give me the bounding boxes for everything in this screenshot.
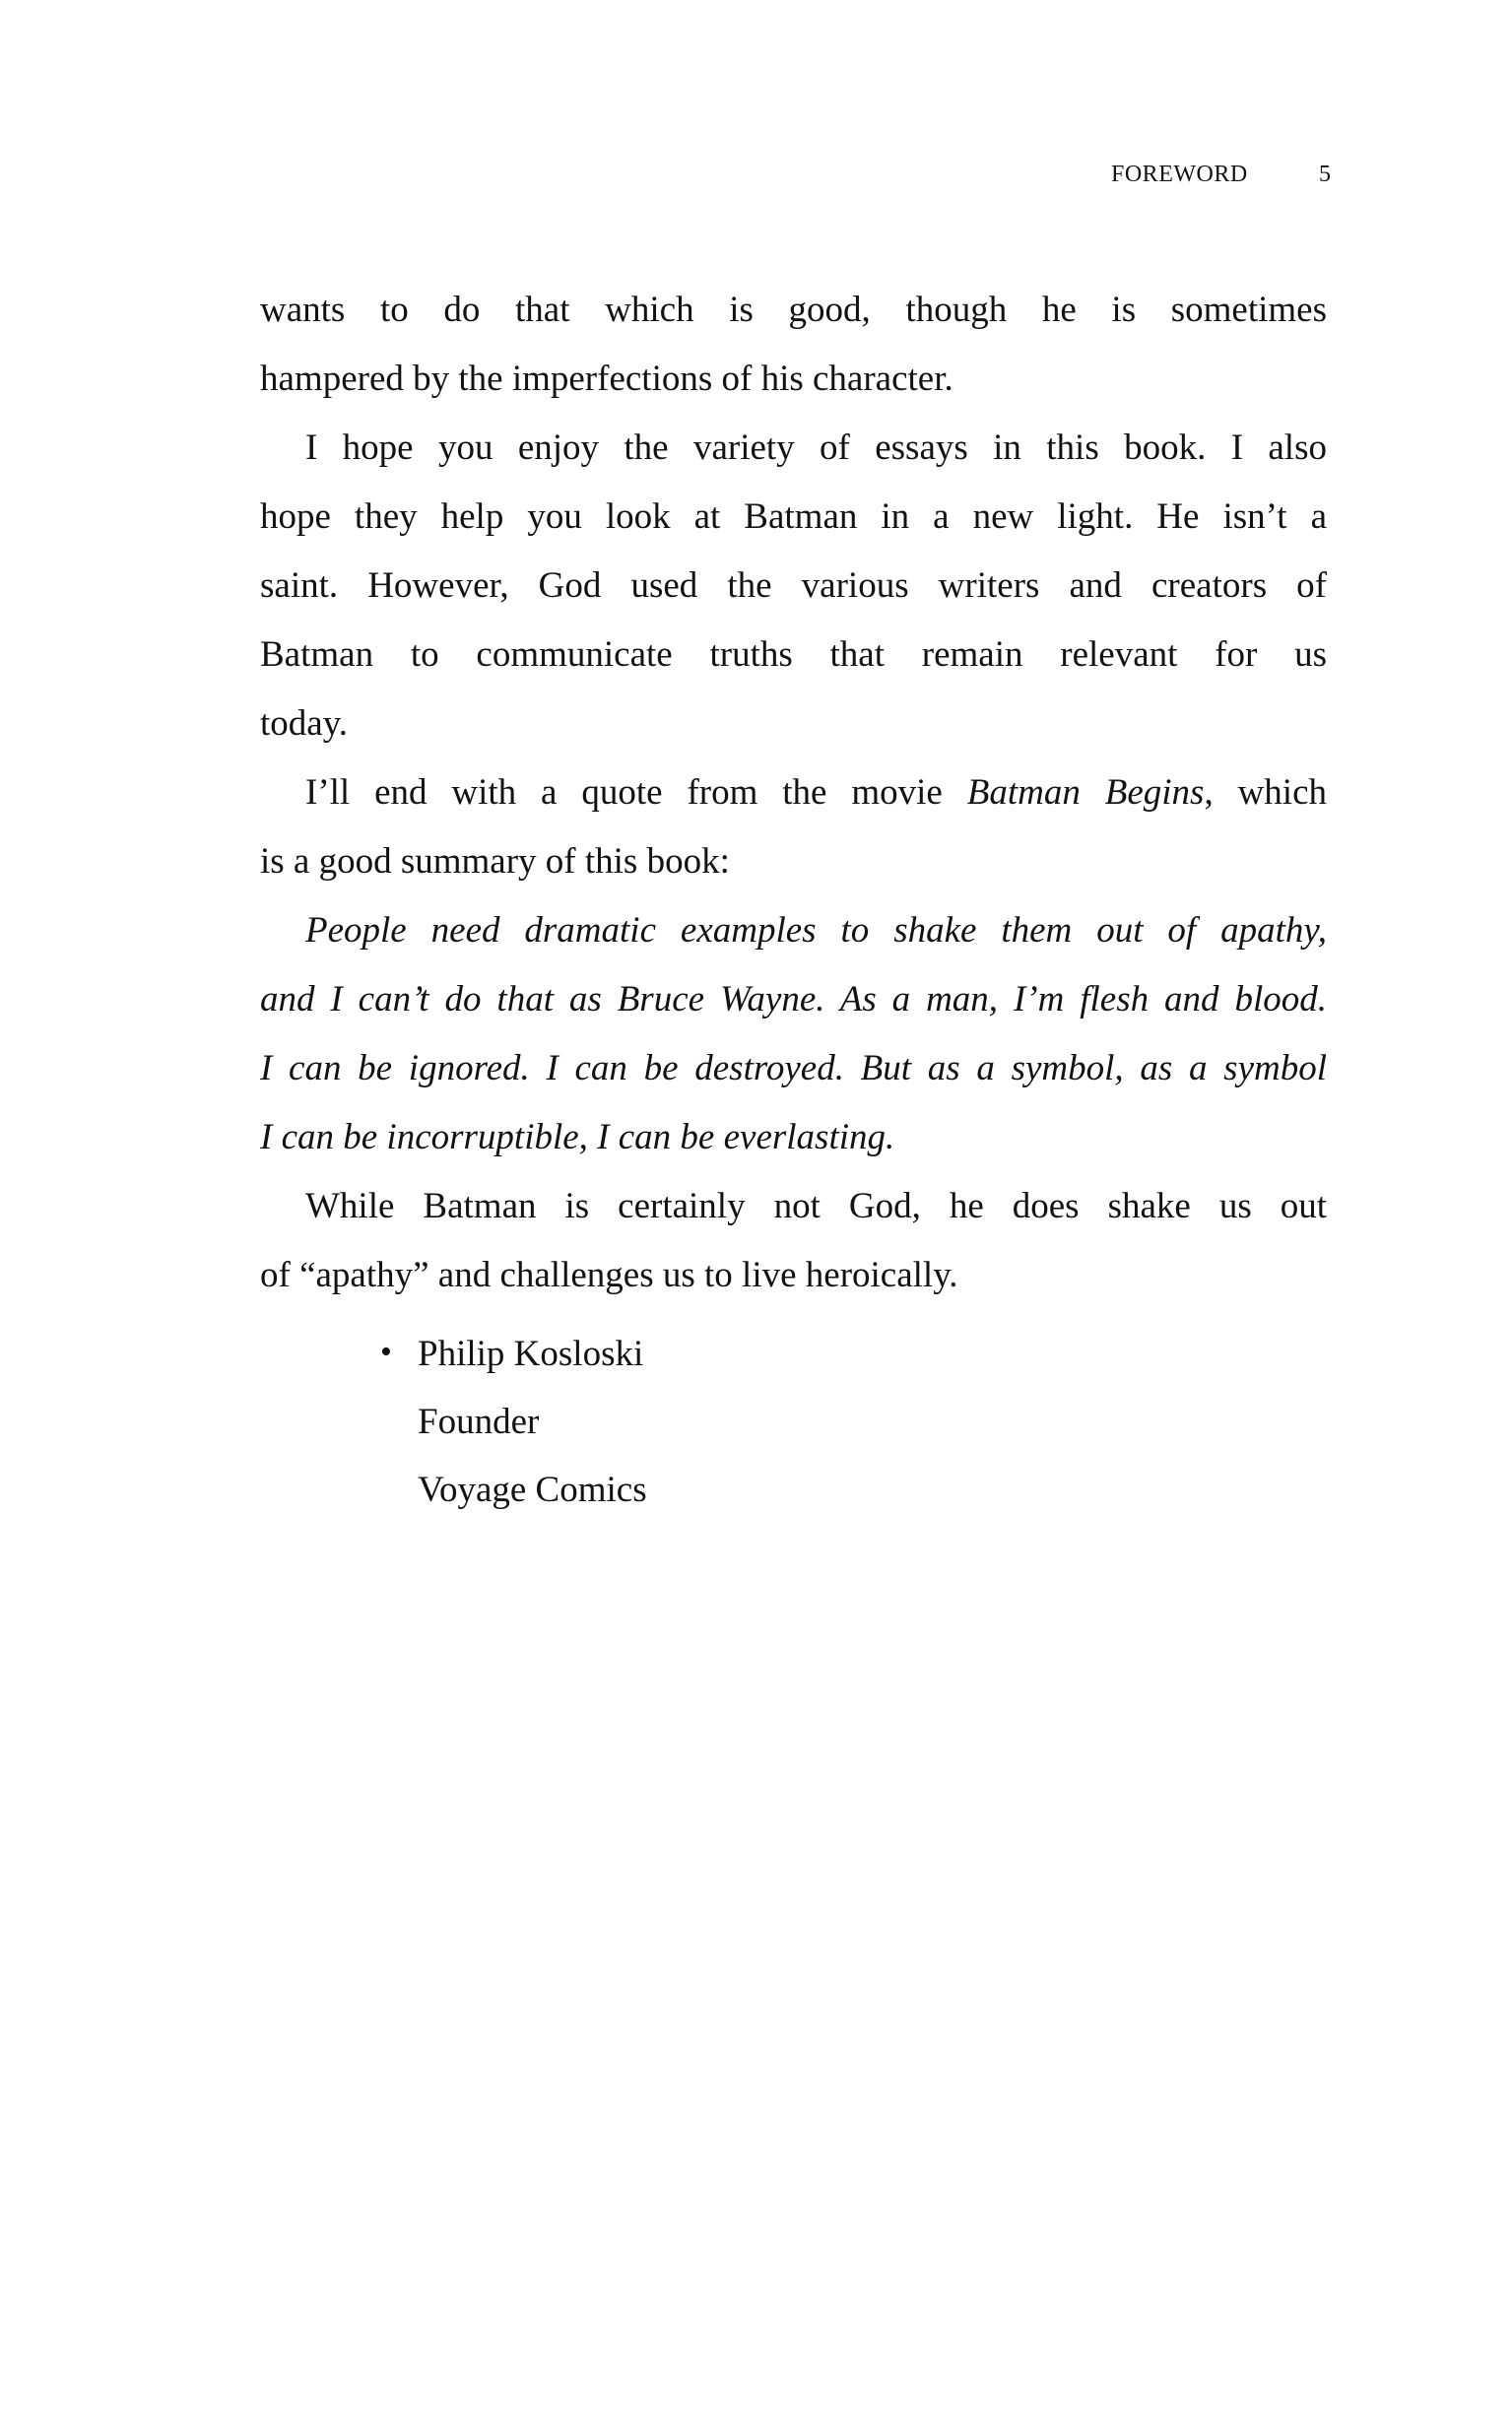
body-line-5: saint. However, God used the various writers and creators of	[260, 565, 1327, 606]
body-line-15: of “apathy” and challenges us to live heroically.	[260, 1255, 958, 1295]
movie-title: Batman Begins	[966, 772, 1205, 813]
signature-org-row	[418, 1456, 647, 1524]
body-line-8-post: , which	[1204, 772, 1327, 813]
body-line-14: While Batman is certainly not God, he does shake us out	[305, 1186, 1327, 1226]
bullet-icon: •	[380, 1334, 392, 1370]
body-line-4: hope they help you look at Batman in a new light. He isn’t a	[260, 496, 1327, 537]
body-line-9: is a good summary of this book:	[260, 841, 730, 882]
quote-line-2: and I can’t do that as Bruce Wayne. As a man, I’m flesh and blood.	[260, 979, 1327, 1019]
body-line-1: wants to do that which is good, though he is sometimes	[260, 290, 1327, 330]
signature-name-row	[380, 1320, 647, 1388]
body-text	[260, 276, 1327, 1310]
author-name: Philip Kosloski	[418, 1334, 644, 1374]
body-line-3: I hope you enjoy the variety of essays in this book. I also	[305, 427, 1327, 468]
signature-role-row	[418, 1388, 647, 1456]
author-role: Founder	[418, 1402, 540, 1442]
body-line-8	[260, 758, 1327, 827]
body-line-7: today.	[260, 703, 349, 744]
body-line-8-pre: I’ll end with a quote from the movie	[305, 772, 967, 813]
quote-line-1: People need dramatic examples to shake them out of apathy,	[305, 910, 1327, 951]
quote-line-3: I can be ignored. I can be destroyed. But as a symbol, as a symbol	[260, 1048, 1327, 1088]
section-label: FOREWORD	[1111, 162, 1248, 187]
body-line-6: Batman to communicate truths that remain relevant for us	[260, 634, 1327, 675]
quote-line-4: I can be incorruptible, I can be everlasting.	[260, 1117, 895, 1157]
signature-block	[380, 1320, 647, 1524]
page-number: 5	[1319, 162, 1331, 187]
body-line-2: hampered by the imperfections of his character.	[260, 359, 953, 399]
author-organization: Voyage Comics	[418, 1470, 647, 1510]
running-head	[0, 160, 1512, 191]
